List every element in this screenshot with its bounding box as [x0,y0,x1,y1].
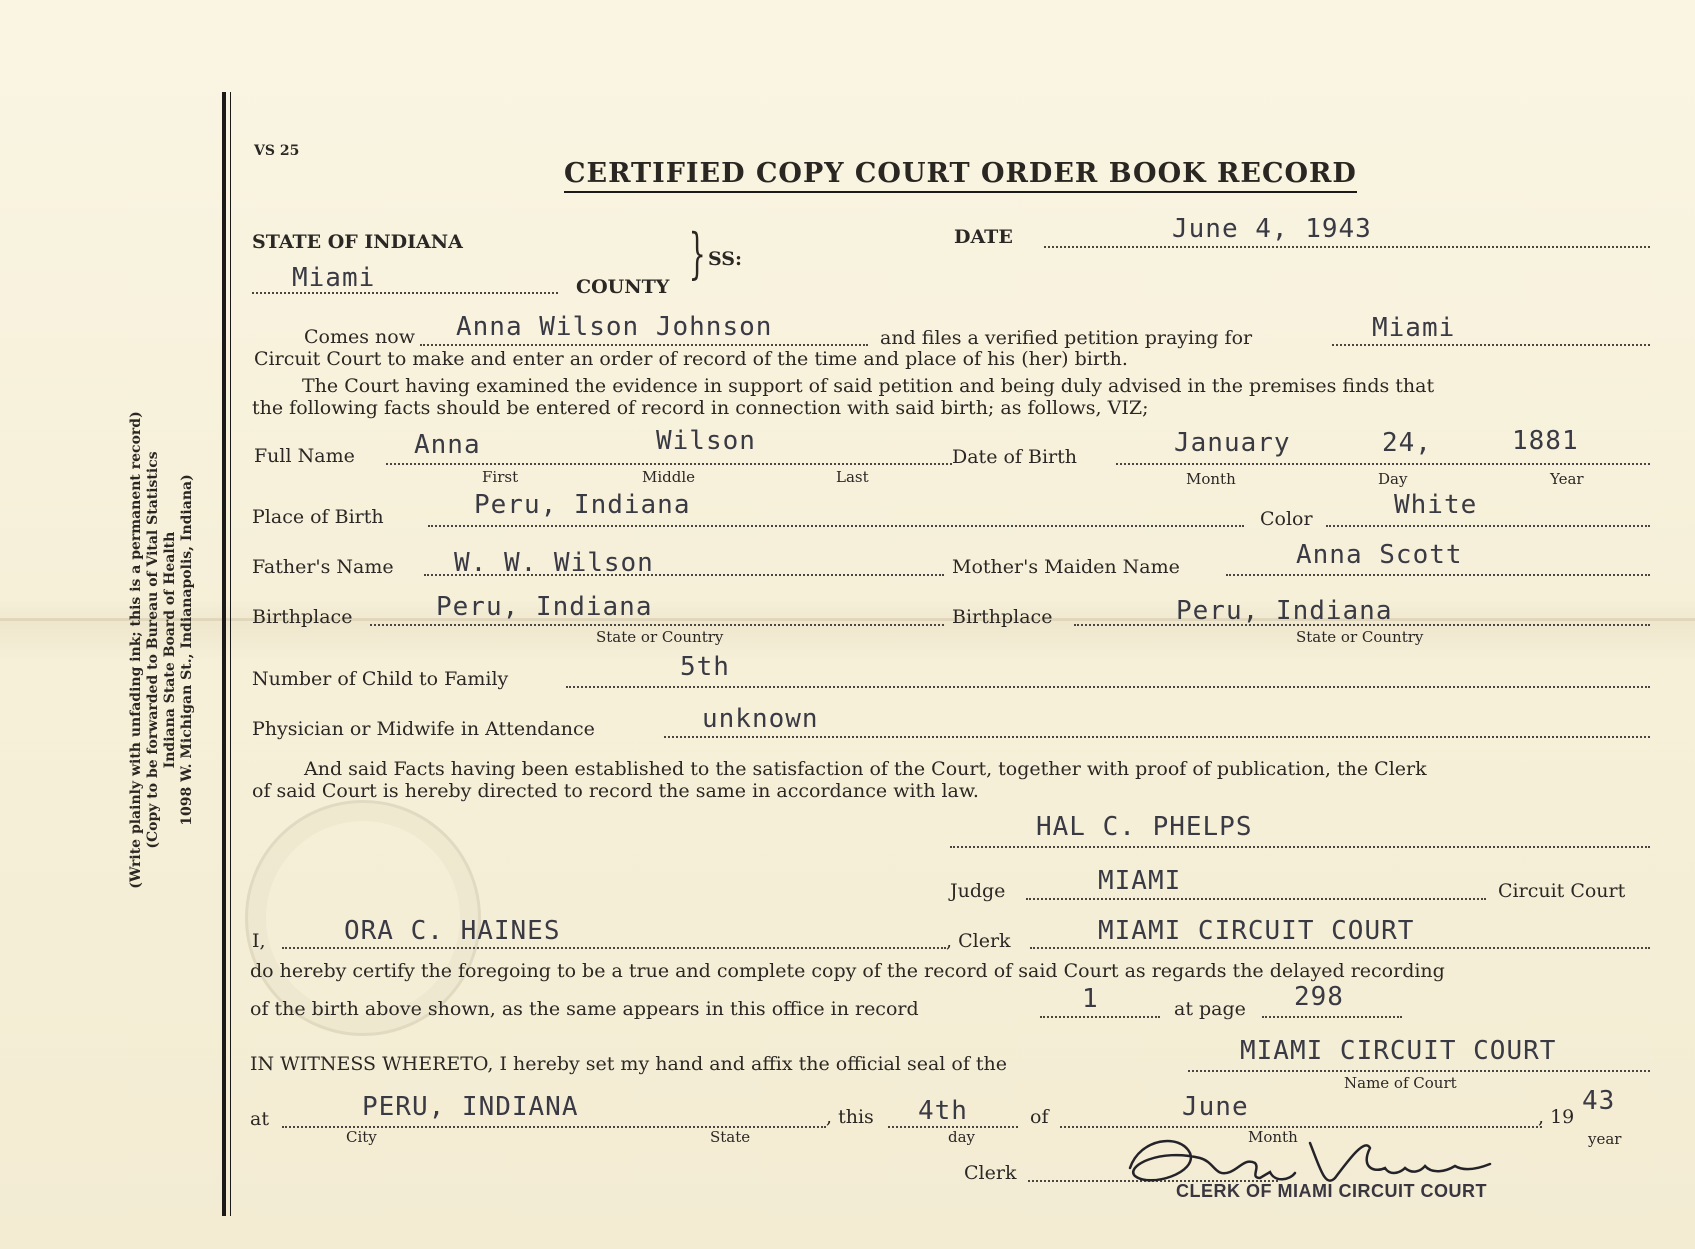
year-label-bottom: year [1588,1130,1622,1148]
side-note-line3: Indiana State Board of Health [162,531,178,769]
mother-line [1226,574,1650,576]
nineteen-label: , 19 [1538,1106,1575,1128]
witness-text: IN WITNESS WHERETO, I hereby set my hand and affix the official seal of the [250,1053,1008,1075]
date-value: June 4, 1943 [1172,214,1372,244]
record-line [1040,1016,1160,1018]
at-label: at [250,1108,269,1130]
clerk-stamp: CLERK OF MIAMI CIRCUIT COURT [1176,1181,1487,1201]
side-note-line4: 1098 W. Michigan St., Indianapolis, Indiana) [179,474,195,826]
place-of-birth-value: Peru, Indiana [474,490,691,520]
state-label: STATE OF INDIANA [252,231,463,253]
date-label: DATE [954,226,1013,248]
dob-label: Date of Birth [952,446,1077,468]
i-label: I, [252,930,266,952]
petition-line2: Circuit Court to make and enter an order of record of the time and place of his (her) birth. [254,348,1128,370]
side-note-line2: (Copy to be forwarded to Bureau of Vital Statistics [145,451,161,849]
month-label: Month [1186,470,1236,488]
clerk-court-line [1030,947,1650,949]
form-code: VS 25 [254,143,300,159]
day-label-bottom: day [948,1128,976,1146]
judge-label: Judge [950,880,1006,902]
month-value: June [1182,1092,1249,1122]
first-name-value: Anna [414,430,481,460]
month-label-bottom: Month [1248,1128,1298,1146]
physician-label: Physician or Midwife in Attendance [252,718,595,740]
document-title: CERTIFIED COPY COURT ORDER BOOK RECORD [564,158,1357,193]
clerk-sign-label: Clerk [964,1162,1017,1184]
petitioner-line [420,344,868,346]
court-finding-line2: the following facts should be entered of record in connection with said birth; as follows, VIZ; [252,397,1149,419]
judge-name-line [950,846,1650,848]
mother-value: Anna Scott [1296,540,1463,570]
files-text: and files a verified petition praying for [880,327,1253,349]
page-label: at page [1174,998,1246,1020]
petitioner-value: Anna Wilson Johnson [456,312,773,342]
dob-line [1116,463,1650,465]
city-state-value: PERU, INDIANA [362,1092,579,1122]
father-birthplace-value: Peru, Indiana [436,592,653,622]
this-label: , this [826,1106,874,1128]
day-label: Day [1378,470,1408,488]
full-name-label: Full Name [254,445,355,467]
witness-court-value: MIAMI CIRCUIT COURT [1240,1036,1557,1066]
middle-name-value: Wilson [656,426,756,456]
father-birthplace-line [370,624,944,626]
year-value: 43 [1582,1086,1616,1116]
physician-value: unknown [702,704,819,734]
left-border-thin [230,92,231,1216]
state-label-bottom: State [710,1128,751,1146]
ss-label: SS: [708,248,743,270]
left-border-thick [222,92,226,1216]
record-value: 1 [1082,984,1099,1014]
comes-now-label: Comes now [304,326,415,348]
mother-state-country-label: State or Country [1296,628,1424,646]
clerk-label: , Clerk [946,930,1011,952]
father-birthplace-label: Birthplace [252,606,353,628]
middle-label: Middle [642,468,696,486]
clerk-court-value: MIAMI CIRCUIT COURT [1098,916,1415,946]
child-number-label: Number of Child to Family [252,668,509,690]
certify-line1: do hereby certify the foregoing to be a true and complete copy of the record of said Court as regards the delayed recording [250,960,1445,982]
mother-birthplace-value: Peru, Indiana [1176,596,1393,626]
first-label: First [482,468,519,486]
birth-month-value: January [1174,428,1291,458]
of-label: of [1030,1106,1049,1128]
place-of-birth-label: Place of Birth [252,506,384,528]
name-of-court-label: Name of Court [1344,1074,1457,1092]
father-state-country-label: State or Country [596,628,724,646]
certify-line2: of the birth above shown, as the same appears in this office in record [250,998,919,1020]
judge-court-line [1026,898,1486,900]
day-value: 4th [918,1096,968,1126]
side-note-line1: (Write plainly with unfading ink; this is a permanent record) [128,411,144,889]
year-label: Year [1550,470,1584,488]
birth-year-value: 1881 [1512,426,1579,456]
circuit-court-label: Circuit Court [1498,880,1626,902]
physician-line [664,736,1650,738]
city-label: City [346,1128,377,1146]
county-label: COUNTY [576,276,670,298]
date-line [1044,246,1650,248]
court-line [1332,344,1650,346]
mother-birthplace-label: Birthplace [952,606,1053,628]
brace-icon: } [688,222,706,285]
judge-court-value: MIAMI [1098,866,1182,896]
order-line2: of said Court is hereby directed to record the same in accordance with law. [252,780,979,802]
page-line [1262,1016,1402,1018]
side-instructions [128,370,196,930]
order-line1: And said Facts having been established to the satisfaction of the Court, together with proof of publication, the Clerk [304,758,1427,780]
last-label: Last [836,468,869,486]
child-number-value: 5th [680,652,730,682]
court-finding-line1: The Court having examined the evidence in support of said petition and being duly advised in the premises finds that [302,375,1435,397]
place-line [428,525,1244,527]
birth-day-value: 24, [1382,428,1432,458]
color-line [1326,525,1650,527]
color-value: White [1394,490,1478,520]
color-label: Color [1260,508,1313,530]
witness-court-line [1188,1070,1650,1072]
county-value: Miami [292,263,376,293]
judge-name-value: HAL C. PHELPS [1036,812,1253,842]
page-value: 298 [1294,982,1344,1012]
child-number-line [566,686,1650,688]
full-name-line [386,463,952,465]
clerk-name-line [282,947,946,949]
clerk-name-value: ORA C. HAINES [344,916,561,946]
mother-label: Mother's Maiden Name [952,556,1180,578]
court-value: Miami [1372,313,1456,343]
father-label: Father's Name [252,556,394,578]
father-value: W. W. Wilson [454,548,654,578]
